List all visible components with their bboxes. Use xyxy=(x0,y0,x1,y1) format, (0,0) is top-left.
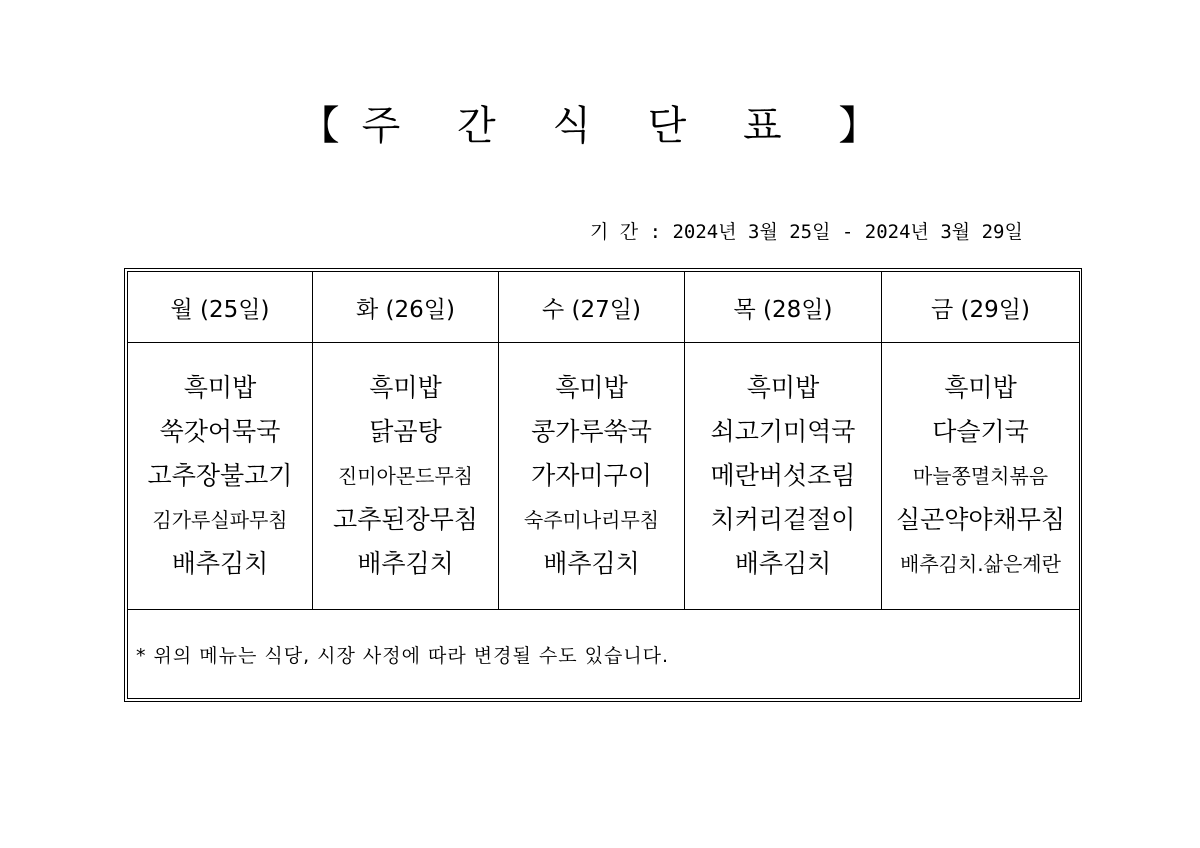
meal-cell-mon xyxy=(128,343,313,610)
day-header-mon: 월 (25일) xyxy=(128,272,313,343)
meal-item: 배추김치 xyxy=(543,549,640,578)
meal-cell-fri xyxy=(882,343,1080,610)
meal-item: 콩가루쑥국 xyxy=(531,417,652,446)
day-header-wed: 수 (27일) xyxy=(499,272,685,343)
meal-item: 흑미밥 xyxy=(369,373,442,402)
weekly-menu-table xyxy=(127,271,1080,699)
meal-cell-tue xyxy=(313,343,499,610)
meal-item: 배추김치.삶은계란 xyxy=(900,552,1061,576)
meal-cell-thu xyxy=(685,343,882,610)
meal-item: 고추된장무침 xyxy=(333,505,478,534)
meal-item: 고추장불고기 xyxy=(147,461,293,490)
meal-item: 흑미밥 xyxy=(555,373,628,402)
meal-item: 숙주미나리무침 xyxy=(523,508,660,532)
meal-row xyxy=(128,343,1080,610)
meal-cell-wed xyxy=(499,343,685,610)
meal-item: 김가루실파무침 xyxy=(152,508,288,532)
weekly-menu-frame xyxy=(124,268,1082,702)
meal-item: 배추김치 xyxy=(734,549,832,578)
meal-item: 흑미밥 xyxy=(746,373,820,402)
meal-item: 가자미구이 xyxy=(531,461,652,490)
day-header-fri: 금 (29일) xyxy=(882,272,1080,343)
day-header-tue: 화 (26일) xyxy=(313,272,499,343)
day-header-row xyxy=(128,272,1080,343)
menu-note: * 위의 메뉴는 식당, 시장 사정에 따라 변경될 수도 있습니다. xyxy=(128,610,1080,699)
meal-item: 배추김치 xyxy=(357,549,454,578)
meal-item: 실곤약야채무침 xyxy=(895,505,1066,534)
meal-item: 메란버섯조림 xyxy=(710,461,856,490)
meal-item: 마늘쫑멸치볶음 xyxy=(912,464,1049,488)
meal-item: 흑미밥 xyxy=(944,373,1017,402)
meal-item: 흑미밥 xyxy=(183,373,257,402)
meal-item: 쇠고기미역국 xyxy=(710,417,856,446)
note-row xyxy=(128,610,1080,699)
meal-item: 진미아몬드무침 xyxy=(337,464,474,488)
meal-item: 치커리겉절이 xyxy=(710,505,856,534)
menu-period: 기 간 : 2024년 3월 25일 - 2024년 3월 29일 xyxy=(590,221,1023,243)
meal-item: 쑥갓어묵국 xyxy=(159,417,281,446)
meal-item: 닭곰탕 xyxy=(369,417,442,446)
day-header-thu: 목 (28일) xyxy=(685,272,882,343)
meal-item: 배추김치 xyxy=(171,549,269,578)
page-title: 【주 간 식 단 표 】 xyxy=(299,103,901,149)
meal-item: 다슬기국 xyxy=(932,417,1029,446)
